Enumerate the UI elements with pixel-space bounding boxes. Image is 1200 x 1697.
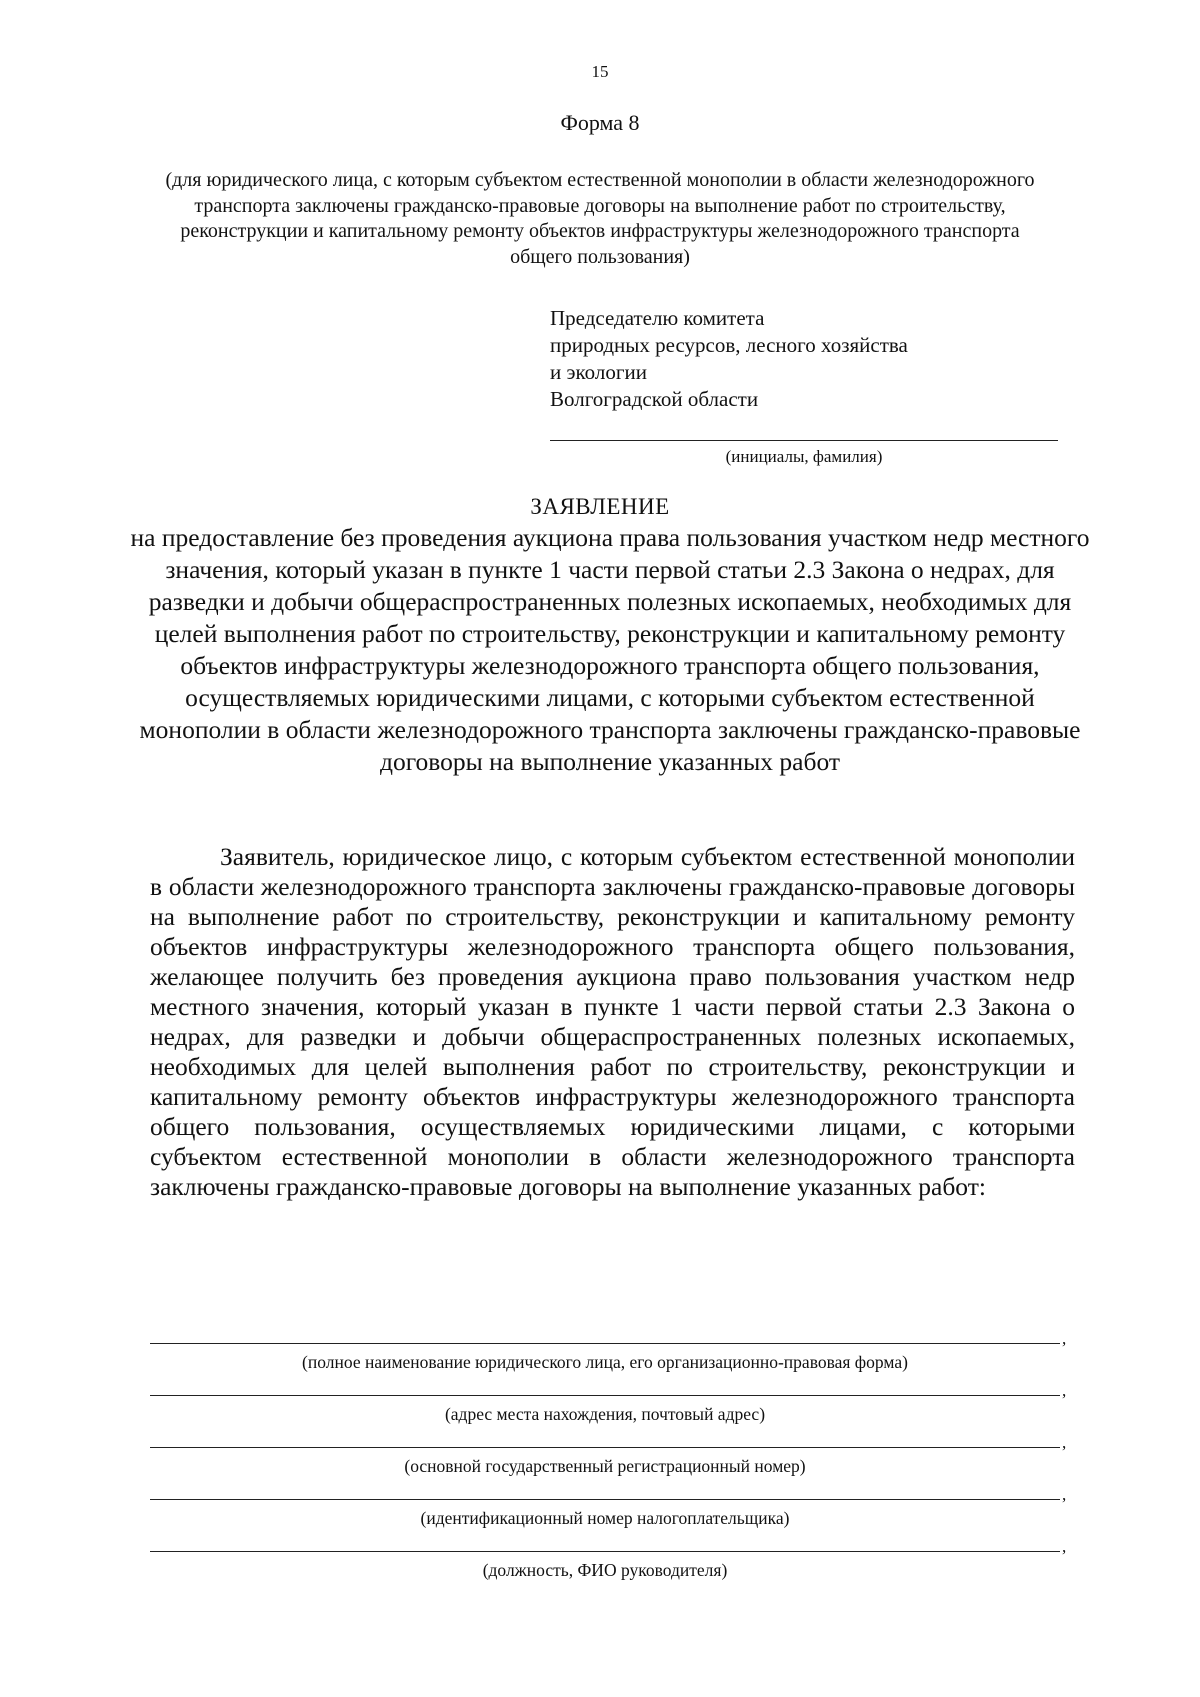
body-paragraph: Заявитель, юридическое лицо, с которым субъектом естественной монополии в области железнодорожного транспорта заключены гражданско-правовые договоры на выполнение работ по строительству, реконструкции и капитальному ремонту объектов инфраструктуры железнодорожного транспорта общего пользования, желающее получить без проведения аукциона право пользования участком недр местного значения, который указан в пункте 1 части первой статьи 2.3 Закона о недрах, для разведки и добычи общераспространенных полезных ископаемых, необходимых для целей выполнения работ по строительству, реконструкции и капитальному ремонту объектов инфраструктуры железнодорожного транспорта общего пользования, осуществляемых юридическими лицами, с которыми субъектом естественной монополии в области железнодорожного транспорта заключены гражданско-правовые договоры на выполнение указанных работ: xyxy=(150,842,1075,1201)
page-number: 15 xyxy=(591,62,609,81)
document-title: ЗАЯВЛЕНИЕ xyxy=(530,494,670,519)
field-inn-caption: (идентификационный номер налогоплательщика) xyxy=(420,1508,790,1528)
field-ogrn-comma: , xyxy=(1062,1433,1067,1452)
addressee-line-4: Волгоградской области xyxy=(550,387,759,411)
field-inn-line[interactable] xyxy=(150,1499,1060,1500)
field-inn-comma: , xyxy=(1062,1485,1067,1504)
field-address-caption: (адрес места нахождения, почтовый адрес) xyxy=(444,1404,766,1424)
addressee-line-3: и экологии xyxy=(550,360,647,384)
field-director-comma: , xyxy=(1062,1537,1067,1556)
addressee-signature-line[interactable] xyxy=(550,440,1058,441)
form-note: (для юридического лица, с которым субъектом естественной монополии в области железнодорожного транспорта заключены гражданско-правовые договоры на выполнение работ по строительству, реконструкции и капитальному ремонту объектов инфраструктуры железнодорожного транспорта общего пользования) xyxy=(165,169,1035,268)
field-director-caption: (должность, ФИО руководителя) xyxy=(482,1560,728,1580)
field-address-comma: , xyxy=(1062,1381,1067,1400)
field-org-name-comma: , xyxy=(1062,1329,1067,1348)
addressee-signature-caption: (инициалы, фамилия) xyxy=(725,447,883,466)
document-subtitle: на предоставление без проведения аукциона права пользования участком недр местного значения, который указан в пункте 1 части первой статьи 2.3 Закона о недрах, для разведки и добычи общераспространенных полезных ископаемых, необходимых для целей выполнения работ по строительству, реконструкции и капитальному ремонту объектов инфраструктуры железнодорожного транспорта общего пользования, осуществляемых юридическими лицами, с которыми субъектом естественной монополии в области железнодорожного транспорта заключены гражданско-правовые договоры на выполнение указанных работ xyxy=(130,523,1090,776)
addressee-line-2: природных ресурсов, лесного хозяйства xyxy=(550,333,908,357)
field-org-name-caption: (полное наименование юридического лица, его организационно-правовая форма) xyxy=(302,1352,908,1372)
field-director-line[interactable] xyxy=(150,1551,1060,1552)
field-ogrn-line[interactable] xyxy=(150,1447,1060,1448)
addressee-line-1: Председателю комитета xyxy=(550,306,765,330)
field-org-name-line[interactable] xyxy=(150,1343,1060,1344)
field-ogrn-caption: (основной государственный регистрационный номер) xyxy=(404,1456,806,1476)
field-address-line[interactable] xyxy=(150,1395,1060,1396)
form-label: Форма 8 xyxy=(560,110,640,135)
addressee-block xyxy=(550,305,1070,413)
